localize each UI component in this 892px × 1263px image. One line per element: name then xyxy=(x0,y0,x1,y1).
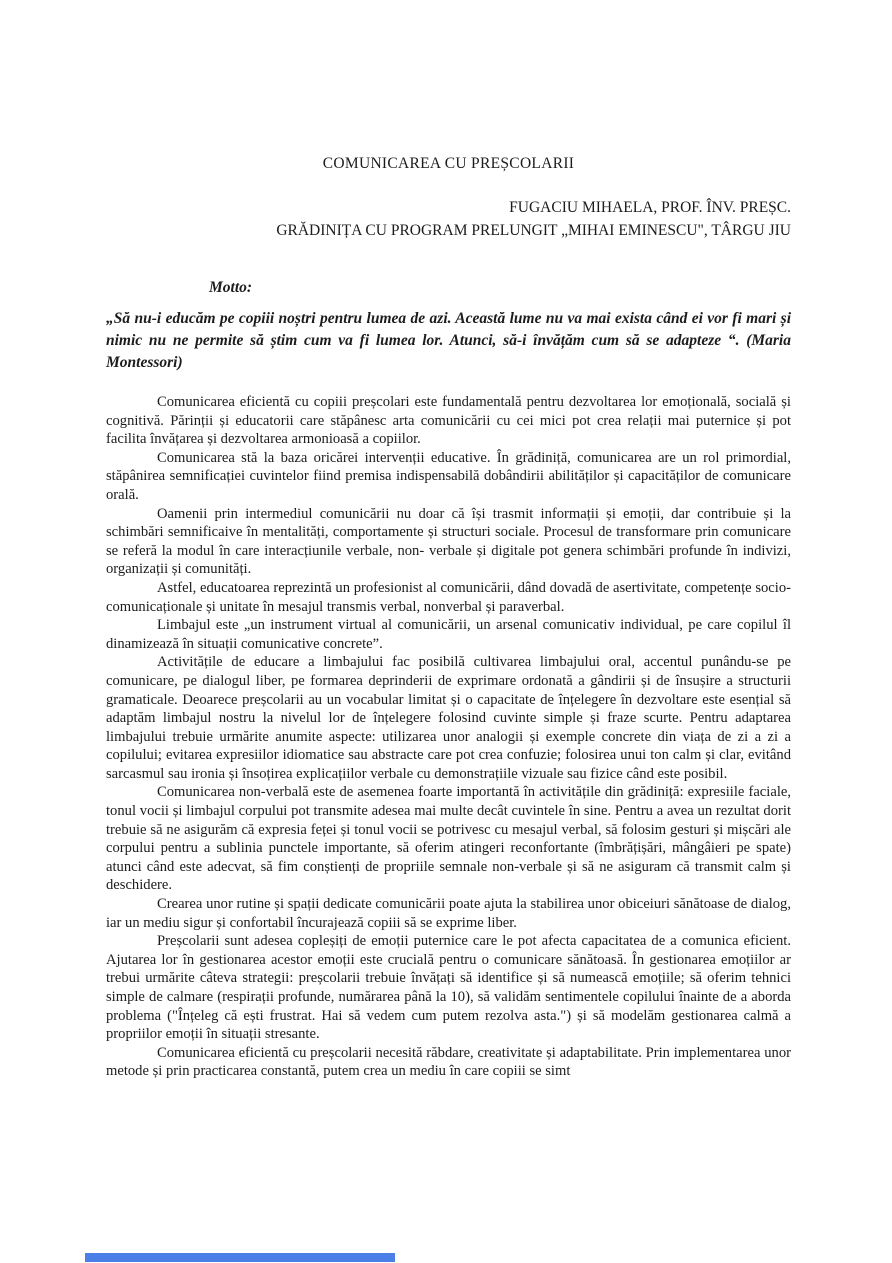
body-paragraph: Preșcolarii sunt adesea copleșiți de emoții puternice care le pot afecta capacitatea de a comunica eficient. Ajutarea lor în gestionarea acestor emoții este crucială pentru o comunicare sănătoasă. În gestionarea emoțiilor ar trebui urmărite câteva strategii: preșcolarii trebuie învățați să identifice și să numească emoțiile; să oferim tehnici simple de calmare (respirații profunde, numărarea până la 10), să validăm sentimentele copilului înainte de a aborda problema ("Înțeleg că ești frustrat. Hai să vedem cum putem rezolva asta.") și să modelăm gestionarea calmă a propriilor emoții în situații stresante. xyxy=(106,933,791,1043)
body-paragraph: Limbajul este „un instrument virtual al comunicării, un arsenal comunicativ individual, pe care copilul îl dinamizează în situații comunicative concrete”. xyxy=(106,617,791,652)
body-paragraph: Activitățile de educare a limbajului fac posibilă cultivarea limbajului oral, accentul punându-se pe comunicare, pe dialogul liber, pe formarea deprinderii de exprimare ordonată a gândirii și de însușire a structurii gramaticale. Deoarece preșcolarii au un vocabular limitat și o capacitate de înțelegere în dezvoltare este esențial să adaptăm limbajul nostru la nivelul lor de înțelegere folosind cuvinte simple și fraze scurte. Pentru adaptarea limbajului trebuie urmărite anumite aspecte: utilizarea unor analogii și exemple concrete din viața de zi a zi a copilului; evitarea expresiilor idiomatice sau abstracte care pot crea confuzie; folosirea unui ton calm și clar, evitând sarcasmul sau ironia și însoțirea explicațiilor verbale cu demonstrațiile vizuale sau fizice când este posibil. xyxy=(106,654,791,782)
author-name-line: FUGACIU MIHAELA, PROF. ÎNV. PREȘC. xyxy=(509,199,791,216)
body-paragraph: Crearea unor rutine și spații dedicate comunicării poate ajuta la stabilirea unor obiceiuri sănătoase de dialog, iar un mediu sigur și confortabil încurajează copiii să se exprime liber. xyxy=(106,896,791,931)
body-paragraph: Comunicarea non-verbală este de asemenea foarte importantă în activitățile din grădiniță: expresiile faciale, tonul vocii și limbajul corpului pot transmite adesea mai multe decât cuvintele în sine. Pentru a avea un rezultat dorit trebuie să ne asigurăm că expresia feței și tonul vocii se potrivesc cu mesajul verbal, să folosim gesturi și mișcări ale corpului pentru a sublinia punctele importante, să oferim atingeri reconfortante (îmbrățișări, mângâieri pe spate) atunci când este adecvat, să fim conștienți de propriile semnale non-verbale și să ne asiguram că transmit calm și deschidere. xyxy=(106,784,791,894)
author-institution-line: GRĂDINIȚA CU PROGRAM PRELUNGIT „MIHAI EMINESCU", TÂRGU JIU xyxy=(276,222,791,239)
motto-quote: „Să nu-i educăm pe copiii noștri pentru lumea de azi. Această lume nu va mai exista când ei vor fi mari și nimic nu ne permite să știm cum va fi lumea lor. Atunci, să-i învățăm cum să se adapteze “. (Maria Montessori) xyxy=(106,310,791,371)
body-paragraph: Astfel, educatoarea reprezintă un profesionist al comunicării, dând dovadă de asertivitate, competențe socio-comunicaționale și unitate în mesajul transmis verbal, nonverbal și paraverbal. xyxy=(106,579,791,615)
author-block xyxy=(106,196,791,242)
page-title: COMUNICAREA CU PREȘCOLARII xyxy=(322,155,575,172)
body-paragraph: Oamenii prin intermediul comunicării nu doar că își trasmit informații și emoții, dar contribuie și la schimbări semnificaive în mentalități, comportamente și structuri sociale. Procesul de transformare prin comunicare se referă la modul în care interacțiunile verbale, non- verbale și digitale pot genera schimbări profunde în indivizi, organizații și comunități. xyxy=(106,505,791,578)
document-content xyxy=(106,155,791,1081)
article-body xyxy=(106,393,791,1081)
body-paragraph: Comunicarea eficientă cu preșcolarii necesită răbdare, creativitate și adaptabilitate. Prin implementarea unor metode și prin practicarea constantă, putem crea un mediu în care copiii se simt xyxy=(106,1044,791,1080)
motto-label: Motto: xyxy=(209,279,253,296)
footer-blue-bar xyxy=(85,1253,395,1262)
body-paragraph: Comunicarea eficientă cu copiii preșcolari este fundamentală pentru dezvoltarea lor emoțională, socială și cognitivă. Părinții și educatorii care stăpânesc arta comunicării cu cei mici pot crea relații mai puternice și pot facilita învățarea și dezvoltarea armonioasă a copiilor. xyxy=(106,394,791,448)
body-paragraph: Comunicarea stă la baza oricărei intervenții educative. În grădiniță, comunicarea are un rol primordial, stăpânirea semnificației cuvintelor fiind premisa indispensabilă dobândirii abilităților și capacităților de comunicare orală. xyxy=(106,449,791,503)
